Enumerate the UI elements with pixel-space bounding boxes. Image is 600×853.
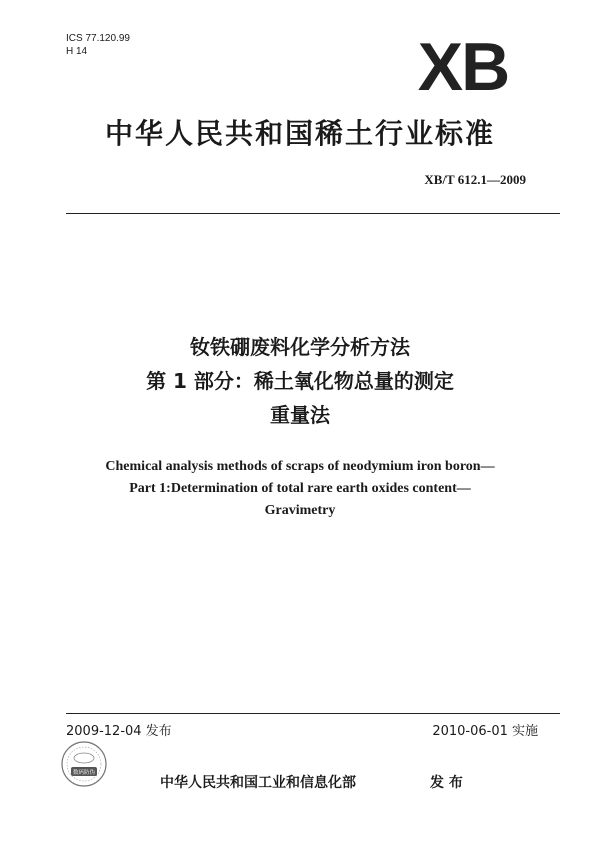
xb-logo — [399, 33, 527, 95]
chinese-title — [0, 330, 600, 432]
chinese-title-line-1: 钕铁硼废料化学分析方法 — [190, 335, 410, 359]
anti-counterfeit-seal-icon — [60, 740, 108, 788]
chinese-title-line-3: 重量法 — [270, 403, 330, 427]
english-title-line-1: Chemical analysis methods of scraps of neodymium iron boron— — [105, 459, 495, 474]
publish-label: 发 布 — [430, 775, 463, 791]
publisher-name: 中华人民共和国工业和信息化部 — [160, 775, 356, 791]
english-title — [0, 456, 600, 522]
english-title-line-3: Gravimetry — [264, 503, 336, 518]
implementation-date: 2010-06-01 实施 — [432, 724, 538, 739]
classification-codes — [66, 32, 130, 58]
issue-date: 2009-12-04 发布 — [66, 724, 172, 739]
bottom-divider — [66, 713, 560, 714]
seal-text: 数码防伪 — [72, 770, 96, 776]
english-title-line-2: Part 1:Determination of total rare earth oxides content— — [129, 481, 471, 496]
ics-code: ICS 77.120.99 — [66, 33, 130, 44]
ccs-code: H 14 — [66, 46, 88, 57]
standard-number: XB/T 612.1—2009 — [424, 172, 526, 187]
top-divider — [66, 213, 560, 214]
xb-logo-text: XB — [417, 33, 509, 95]
chinese-title-line-2: 第 1 部分：稀土氧化物总量的测定 — [146, 369, 454, 393]
standard-title: 中华人民共和国稀土行业标准 — [104, 117, 495, 150]
